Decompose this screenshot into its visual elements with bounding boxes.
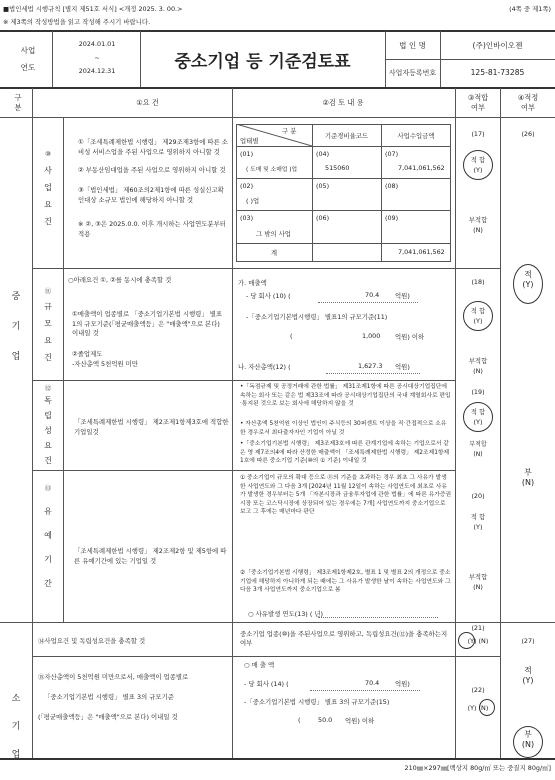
section-divider (0, 622, 555, 623)
table-top-rule (0, 87, 555, 89)
row11-standard-label: -「중소기업기본법시행령」 별표1의 규모기준(11) (246, 313, 388, 321)
row11-fit-num: (18) (471, 278, 485, 286)
row14-req: ⑭사업요건 및 독립성요건을 충족할 것 (38, 637, 146, 645)
row14-review: 중소기업 업종(⑩)을 주된사업으로 영위하고, 독립성요건(⑫)을 충족하는지 여부 (240, 630, 448, 647)
row13-fit-no[interactable]: 부적합 (N) (468, 573, 488, 591)
section-small: 소 기 업 (11, 694, 21, 760)
row11-standard-paren: ( (290, 332, 293, 340)
col-expense-code: 기준경비율코드 (324, 132, 369, 140)
row10-req-1: ①「조세특례제한법 시행령」 제29조제3항에 따른 소비성 서비스업을 주된 사업으로 영위하지 아니할 것 (78, 138, 228, 156)
row10-note: ※ ②, ③은 2025.0.0. 이후 개시하는 사업연도분부터 적용 (78, 220, 226, 238)
biz-reg-label: 사업자등록번호 (388, 69, 437, 77)
corp-name-label: 법 인 명 (399, 41, 426, 50)
row01-num: (01) (240, 150, 254, 158)
row12-fit-num: (19) (471, 388, 485, 396)
row03-amt-num: (09) (385, 214, 399, 222)
row02-biz-name: ( )업 (246, 197, 260, 205)
row10-req-3: ③「법인세법」 제60조의2제1항에 따른 성실신고확인대상 소규모 법인에 해당하지 아니할 것 (78, 186, 224, 204)
row11-assets-unit: 억원) (395, 363, 410, 371)
underline (318, 302, 418, 303)
row-overall-num: (26) (521, 130, 535, 138)
underline (318, 617, 438, 618)
row15-req-2: 「중소기업기본법 시행령」 별표 3의 규모기준 (44, 693, 174, 701)
row01-amount: 7,041,061,562 (398, 164, 445, 172)
grid-line (63, 117, 64, 622)
row13-clause-2: ②「중소기업기본법 시행령」 제3조제1항제2호, 별표 1 및 별표 2의 개정으로 중소기업에 해당하지 아니하게 되는 때에는 그 사유가 발생한 날이 속하는 사업연도와 그 다음 3개 사업연도까지 중소기업으로 봄 (240, 570, 451, 594)
fiscal-year-start: 2024.01.01 (78, 40, 116, 48)
small-overall-yes[interactable]: 적 (Y) (522, 666, 534, 685)
diag-header-bottom: 업태별 (240, 137, 259, 145)
row12-bullet-3: •「중소기업기본법 시행령」 제3조제3호에 따른 관계기업에 속하는 기업으로서 같은 영 제7조의4에 따라 산정한 매출액이 「조세특례제한법 시행령」 제2조제1항제1호에 따른 중소기업 기준(⑩의 ① 기준) 이내일 것 (240, 441, 450, 464)
row11-fit-yes[interactable]: 적 합 (Y) (470, 307, 486, 325)
row15-fit-yn[interactable]: (Y) (N) (467, 704, 489, 712)
row14-fit-yn[interactable]: (Y) (N) (467, 637, 489, 645)
row15-standard-paren: ( (298, 716, 301, 724)
row11-label: 규 모 요 건 (44, 302, 52, 362)
row01-amt-num: (07) (385, 150, 399, 158)
row11-company-sales-value: 70.4 (365, 291, 380, 299)
row14-fit-num: (21) (471, 624, 485, 632)
row15-standard-unit: 억원) 이하 (345, 717, 375, 725)
col-category: 구 분 (14, 93, 22, 112)
section-sme: 중 기 업 (11, 292, 21, 362)
grid-line (236, 243, 451, 244)
row11-standard-value: 1,000 (362, 332, 381, 340)
row11-standard-unit: 억원) 이하 (395, 333, 425, 341)
row10-label: 사 업 요 건 (44, 166, 52, 226)
corp-name-value: (주)인바이오젠 (472, 41, 523, 50)
grid-line (236, 146, 451, 147)
row10-req-2: ② 부동산임대업을 주된 사업으로 영위하지 아니할 것 (78, 166, 226, 174)
row-divider (32, 380, 455, 381)
row11-assets-label: 나. 자산총액(12) ( (238, 363, 291, 371)
row13-number: ⑬ (44, 484, 52, 492)
sum-amount: 7,041,061,562 (398, 248, 445, 256)
row11-fit-no[interactable]: 부적합 (N) (468, 357, 488, 375)
row12-req: 「조세특례제한법 시행령」 제2조제1항제3호에 적합한 기업일것 (74, 418, 229, 436)
row01-code-num: (04) (316, 150, 330, 158)
small-overall-no[interactable]: 부 (N) (521, 730, 535, 749)
row-divider (32, 268, 500, 269)
fiscal-year-label: 사업 연도 (20, 46, 36, 72)
row15-sales-heading: ○ 매 출 액 (244, 661, 275, 669)
table-bottom-rule (0, 758, 555, 760)
row11-req-a: ○아래요건 ①, ②를 동시에 충족할 것 (68, 276, 172, 284)
grid-line (236, 210, 451, 211)
row12-fit-no[interactable]: 부적합 (N) (469, 441, 487, 458)
row14-overall-num: (27) (521, 637, 535, 645)
grid-line (500, 88, 501, 758)
col-overall: ④적정 여부 (517, 93, 539, 112)
underline (326, 373, 420, 374)
col-fit: ③적합 여부 (467, 93, 489, 112)
instruction-note: ※ 제3쪽의 작성방법을 읽고 작성해 주시기 바랍니다. (3, 18, 151, 26)
row10-fit-no[interactable]: 부적합 (N) (468, 216, 488, 234)
row15-company-sales-value: 70.4 (365, 679, 380, 687)
row11-number: ⑪ (44, 287, 52, 295)
paper-spec: 210㎜×297㎜[백상지 80g/㎡ 또는 중질지 80g/㎡] (404, 764, 551, 772)
col-revenue: 사업수입금액 (397, 132, 435, 140)
row02-code-num: (05) (316, 182, 330, 190)
biz-reg-value: 125-81-73285 (470, 68, 525, 77)
row12-bullet-2: • 자산총액 5천억원 이상인 법인이 주식등의 30퍼센트 이상을 직·간접적으로 소유한 경우로서 최다출자자인 기업이 아닐 것 (240, 421, 447, 436)
row12-label: 독 립 성 요 건 (44, 396, 52, 465)
diag-header-top: 구 분 (282, 127, 297, 135)
row15-standard-value: 50.0 (318, 716, 333, 724)
row11-sales-heading: 가. 매출액 (238, 279, 267, 287)
sme-overall-no[interactable]: 부 (N) (521, 468, 535, 487)
sme-overall-yes[interactable]: 적 (Y) (522, 270, 534, 289)
row11-assets-value: 1,627.3 (358, 362, 383, 370)
row13-label: 유 예 기 간 (44, 507, 52, 588)
col-review: ②검 토 내 용 (322, 98, 364, 107)
row15-req-3: (「평균매출액등」은 "매출액"으로 본다) 이내일 것 (38, 713, 178, 721)
row13-year-line: ○ 사유발생 연도(13) ( 년) (248, 610, 324, 618)
row15-req-1: ⑮자산총액이 5천억원 미만으로서, 매출액이 업종별로 (38, 673, 189, 681)
regulation-reference: ■법인세법 시행규칙 [별지 제51호 서식] <개정 2025. 3. 00.> (3, 5, 183, 13)
header-divider (385, 59, 555, 60)
col-requirement: ①요 건 (136, 98, 159, 107)
row-divider (32, 470, 455, 471)
row11-req-2: ②졸업제도 -자산총액 5천억원 미만 (72, 350, 138, 368)
grid-line (381, 124, 382, 262)
row-divider (32, 656, 500, 657)
row11-company-sales-unit: 억원) (395, 292, 410, 300)
column-header-bottom (0, 117, 555, 118)
underline (310, 690, 420, 691)
row10-fit-yes[interactable]: 적 합 (Y) (470, 156, 486, 174)
row10-fit-num: (17) (471, 130, 485, 138)
grid-line (236, 178, 451, 179)
header-divider (52, 31, 53, 87)
row12-fit-yes[interactable]: 적 합 (Y) (470, 408, 486, 426)
form-title: 중소기업 등 기준검토표 (174, 52, 351, 72)
row01-biz-name: ( 도매 및 소매업 )업 (246, 167, 298, 173)
row12-bullet-1: •「독점규제 및 공정거래에 관한 법률」 제31조제1항에 따른 공시대상기업집단에 속하는 회사 또는 같은 법 제33조에 따라 공시대상기업집단의 국내 계열회사로 편입·통지된 것으로 보는 회사에 해당하지 않을 것 (240, 384, 451, 407)
row10-number: ⑩ (45, 150, 51, 158)
row02-amt-num: (08) (385, 182, 399, 190)
sum-label: 계 (270, 249, 278, 257)
row03-code-num: (06) (316, 214, 330, 222)
row03-biz-name: 그 밖의 사업 (256, 230, 291, 238)
row11-company-sales-label: - 당 회사 (10) ( (246, 292, 291, 300)
fiscal-year-tilde: ~ (94, 54, 100, 62)
row02-num: (02) (240, 182, 254, 190)
row15-standard-label: -「중소기업기본법 시행령」 별표 3의 규모기준(15) (244, 698, 390, 706)
row13-fit-yes[interactable]: 적 합 (Y) (470, 513, 486, 531)
row15-company-sales-unit: 억원) (395, 680, 410, 688)
fiscal-year-end: 2024.12.31 (78, 67, 116, 75)
row13-req: 「조세특례제한법 시행령」 제2조제2항 및 제5항에 따른 유예기간에 있는 기업일 것 (74, 547, 227, 565)
row11-req-1: ①매출액이 업종별로 「중소기업기본법 시행령」 별표 1의 규모기준(「평균매출액등」은 "매출액"으로 본다) 이내일 것 (72, 310, 223, 337)
row12-number: ⑫ (44, 384, 52, 392)
row15-company-sales-label: - 당 회사 (14) ( (244, 680, 289, 688)
row03-num: (03) (240, 214, 254, 222)
grid-line (312, 124, 313, 262)
header-top-rule (0, 30, 555, 32)
row01-code: 515060 (325, 164, 350, 172)
row15-fit-num: (22) (471, 686, 485, 694)
page-indicator: (4쪽 중 제1쪽) (509, 5, 551, 13)
row13-fit-num: (20) (471, 492, 485, 500)
row13-clause-1: ① 중소기업이 규모의 확대 등으로 ⑪의 기준을 초과하는 경우 최초 그 사유가 발생한 사업연도와 그 다음 3개 [2024년 11월 12일이 속하는 사업연도에 최초로 사유가 발생한 경우부터는 5개 「자본시장과 금융투자업에 관한 법률」에 따른 유가증권시장 또는 코스닥시장에 상장되어 있는 경우에는 7개] 사업연도까지 중소기업으로 보고 그 후에는 매년마다 판단 (240, 475, 452, 516)
grid-line (232, 88, 233, 758)
